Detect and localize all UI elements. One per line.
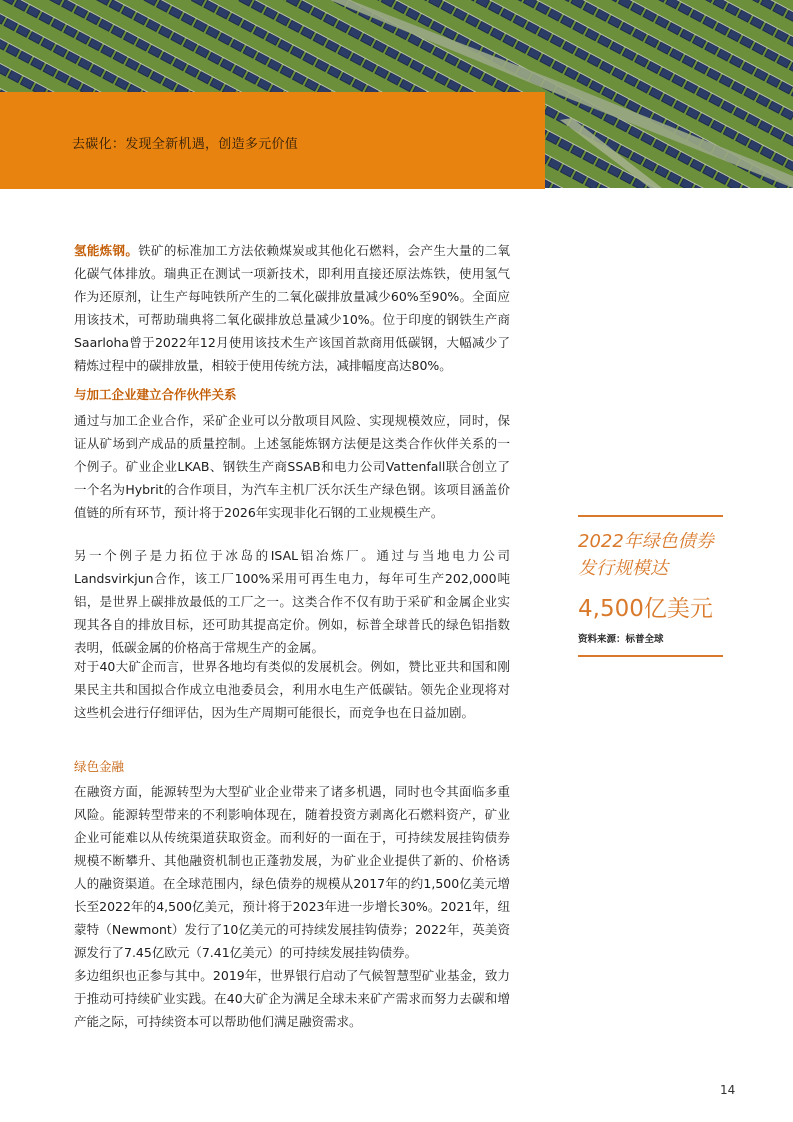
section-heading-partnership: 与加工企业建立合作伙伴关系: [74, 387, 237, 402]
paragraph-text: 多边组织也正参与其中。2019年，世界银行启动了气候智慧型矿业基金，致力于推动可持续矿业实践。在40大矿企为满足全球未来矿产需求而努力去碳和增产能之际，可持续资本可以帮助他们满足融资需求。: [74, 968, 510, 1029]
paragraph-multilateral: [74, 964, 510, 1033]
paragraph-text: 对于40大矿企而言，世界各地均有类似的发展机会。例如，赞比亚共和国和刚果民主共和国拟合作成立电池委员会，利用水电生产低碳钴。领先企业现将对这些机会进行仔细评估，因为生产周期可能很长，而竞争也在日益加剧。: [74, 659, 510, 720]
paragraph-partnership: [74, 409, 510, 524]
callout-title: 2022年绿色债券发行规模达: [578, 531, 714, 579]
paragraph-hydrogen-steel: [74, 239, 510, 377]
section-heading-green-finance: 绿色金融: [74, 759, 125, 774]
callout-value: 4,500亿美元: [578, 596, 713, 622]
callout-bottom-rule: [578, 655, 723, 657]
paragraph-text: 在融资方面，能源转型为大型矿业企业带来了诸多机遇，同时也令其面临多重风险。能源转型带来的不利影响体现在，随着投资方剥离化石燃料资产，矿业企业可能难以从传统渠道获取资金。而利好的一面在于，可持续发展挂钩债券规模不断攀升、其他融资机制也正蓬勃发展，为矿业企业提供了新的、价格诱人的融资渠道。在全球范围内，绿色债券的规模从2017年的约1,500亿美元增长至2022年的4,500亿美元，预计将于2023年进一步增长30%。2021年，纽蒙特（Newmont）发行了10亿美元的可持续发展挂钩债券；2022年，英美资源发行了7.45亿欧元（7.41亿美元）的可持续发展挂钩债券。: [74, 784, 510, 960]
paragraph-green-finance: [74, 780, 510, 964]
callout-box: [578, 515, 723, 657]
banner-title: 去碳化：发现全新机遇，创造多元价值: [72, 137, 299, 152]
callout-top-rule: [578, 515, 723, 517]
paragraph-opportunities: [74, 655, 510, 724]
paragraph-text: 通过与加工企业合作，采矿企业可以分散项目风险、实现规模效应，同时，保证从矿场到产成品的质量控制。上述氢能炼钢方法便是这类合作伙伴关系的一个例子。矿业企业LKAB、钢铁生产商SSAB和电力公司Vattenfall联合创立了一个名为Hybrit的合作项目，为汽车主机厂沃尔沃生产绿色钢。该项目涵盖价值链的所有环节，预计将于2026年实现非化石钢的工业规模生产。: [74, 413, 510, 520]
paragraph-lead: 氢能炼钢。: [74, 243, 139, 258]
paragraph-text: 另一个例子是力拓位于冰岛的ISAL铝冶炼厂。通过与当地电力公司Landsvirkjun合作，该工厂100%采用可再生电力，每年可生产202,000吨铝，是世界上碳排放最低的工厂之一。这类合作不仅有助于采矿和金属企业实现其各自的排放目标，还可助其提高定价。例如，标普全球普氏的绿色铝指数表明，低碳金属的价格高于常规生产的金属。: [74, 548, 510, 655]
page-number: 14: [720, 1083, 736, 1097]
callout-source: 资料来源：标普全球: [578, 634, 664, 645]
paragraph-text: 铁矿的标准加工方法依赖煤炭或其他化石燃料，会产生大量的二氧化碳气体排放。瑞典正在测试一项新技术，即利用直接还原法炼铁，使用氢气作为还原剂，让生产每吨铁所产生的二氧化碳排放量减少60%至90%。全面应用该技术，可帮助瑞典将二氧化碳排放总量减少10%。位于印度的钢铁生产商Saarloha曾于2022年12月使用该技术生产该国首款商用低碳钢，大幅减少了精炼过程中的碳排放量，相较于使用传统方法，减排幅度高达80%。: [74, 243, 510, 373]
paragraph-isal: [74, 544, 510, 659]
